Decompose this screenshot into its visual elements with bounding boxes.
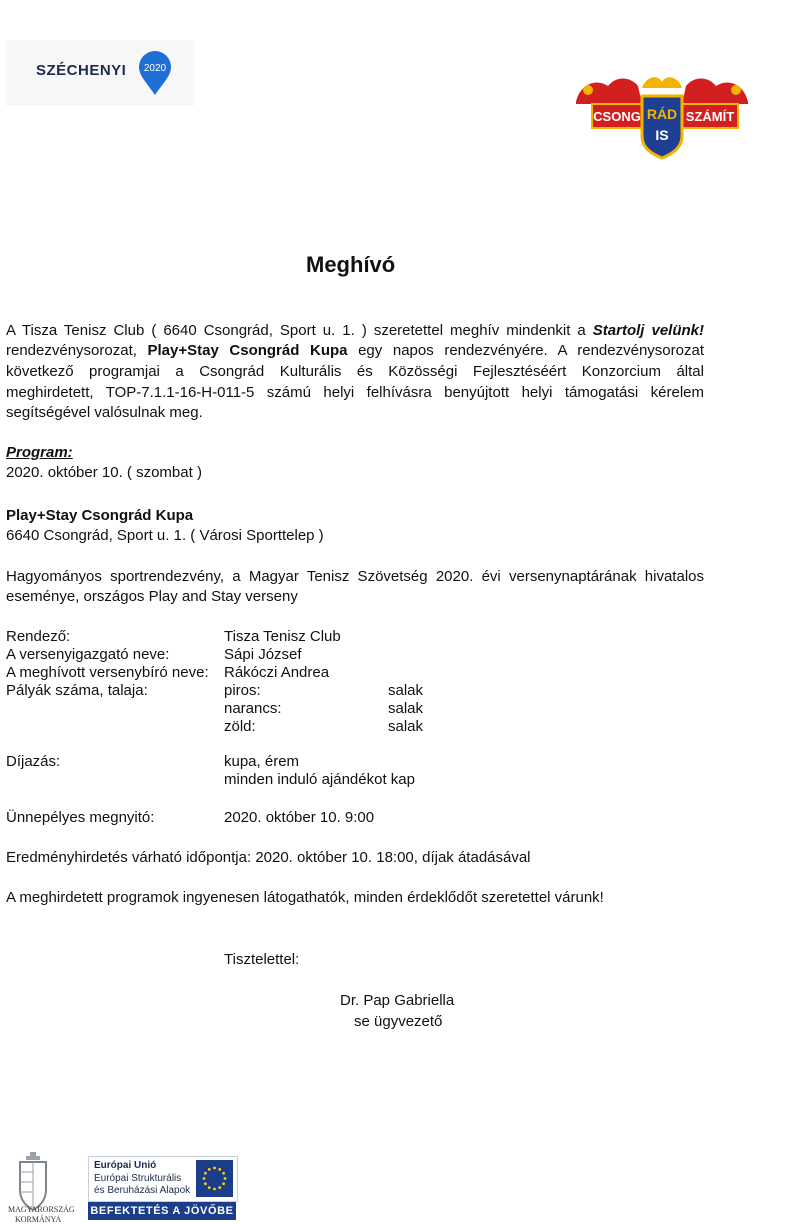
intro-line-2: rendezvénysorozat, Play+Stay Csongrád Kupa egy napos rendezvényére. A rendezvénysorozat: [6, 342, 704, 359]
intro-line-1: A Tisza Tenisz Club ( 6640 Csongrád, Sport u. 1. ) szeretettel meghív mindenkit a Startolj velünk!: [6, 322, 704, 339]
szechenyi-2020-logo: [6, 40, 194, 106]
event-description-line-2: eseménye, országos Play and Stay verseny: [6, 588, 298, 605]
csongrad-logo-middle-top: RÁD: [646, 106, 678, 122]
signatory-name: Dr. Pap Gabriella: [340, 992, 455, 1009]
eu-funding-text: [94, 1160, 190, 1198]
opening-label: Ünnepélyes megnyitó:: [6, 809, 155, 826]
signatory-role: se ügyvezető: [354, 1013, 443, 1030]
prize-value: minden induló ajándékot kap: [224, 771, 415, 788]
program-date: 2020. október 10. ( szombat ): [6, 464, 202, 481]
referee-label: A meghívott versenybíró neve:: [6, 664, 209, 681]
eu-slogan-bar: BEFEKTETÉS A JÖVŐBE: [88, 1202, 236, 1220]
document-title: Meghívó: [306, 252, 396, 277]
csongrad-logo-right: SZÁMÍT: [685, 109, 735, 124]
gov-text-line-1: MAGYARORSZÁG: [8, 1205, 75, 1214]
organizer-value: Tisza Tenisz Club: [224, 628, 341, 645]
event-description-line-1: Hagyományos sportrendezvény, a Magyar Tenisz Szövetség 2020. évi versenynaptárának hivatalos: [6, 568, 704, 585]
intro-line-4: meghirdetett, TOP-7.1.1-16-H-011-5 számú helyi felhívásra benyújtott helyi támogatási kérelem: [6, 384, 704, 401]
intro-line-5: segítségével valósulnak meg.: [6, 404, 203, 421]
eu-line-3: és Beruházási Alapok: [94, 1185, 191, 1196]
map-pin-icon: [137, 50, 173, 96]
csongrad-logo-middle-bottom: IS: [655, 127, 669, 143]
intro-line-3: következő programjai a Csongrád Kulturális és Közösségi Fejlesztéséért Konzorcium által: [6, 363, 704, 380]
organizer-label: Rendező:: [6, 628, 71, 645]
results-announcement: Eredményhirdetés várható időpontja: 2020. október 10. 18:00, díjak átadásával: [6, 849, 531, 866]
court-name: zöld:: [224, 718, 256, 735]
court-surface: salak: [388, 718, 424, 735]
eu-line-1: Európai Unió: [94, 1160, 157, 1171]
event-title: Play+Stay Csongrád Kupa: [6, 507, 194, 524]
program-heading: Program:: [6, 444, 73, 461]
eu-line-2: Európai Strukturális: [94, 1172, 182, 1184]
eu-flag-icon: [196, 1160, 233, 1197]
event-location: 6640 Csongrád, Sport u. 1. ( Városi Sporttelep ): [6, 527, 324, 544]
startolj-emphasis: Startolj velünk!: [592, 322, 704, 339]
opening-value: 2020. október 10. 9:00: [224, 809, 375, 826]
court-name: piros:: [224, 682, 261, 699]
director-label: A versenyigazgató neve:: [6, 646, 170, 663]
court-surface: salak: [388, 682, 424, 699]
greeting: Tisztelettel:: [224, 951, 300, 968]
court-name: narancs:: [224, 700, 282, 717]
director-value: Sápi József: [224, 646, 302, 663]
gov-text-line-2: KORMÁNYA: [15, 1215, 62, 1224]
csongrad-is-szamit-logo: [572, 70, 752, 166]
csongrad-logo-left: CSONG: [593, 109, 641, 124]
szechenyi-logo-text: SZÉCHENYI: [36, 62, 127, 79]
referee-value: Rákóczi Andrea: [224, 664, 330, 681]
prize-value: kupa, érem: [224, 753, 300, 770]
prizes-label: Díjazás:: [6, 753, 61, 770]
court-surface: salak: [388, 700, 424, 717]
courts-label: Pályák száma, talaja:: [6, 682, 148, 699]
szechenyi-logo-year: 2020: [143, 63, 167, 74]
eu-funding-badge: [88, 1156, 238, 1202]
event-name-bold: Play+Stay Csongrád Kupa: [147, 342, 348, 359]
closing-note: A meghirdetett programok ingyenesen látogathatók, minden érdeklődőt szeretettel várunk!: [6, 889, 604, 906]
